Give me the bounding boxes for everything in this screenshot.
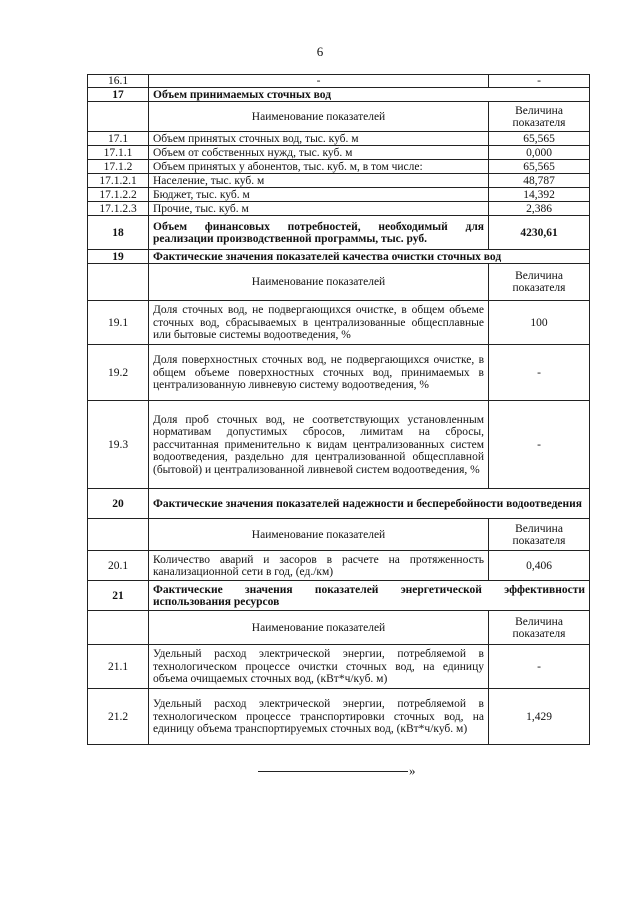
row-number: 17.1.2.1 <box>88 174 149 188</box>
row-value: - <box>489 401 590 489</box>
section-title: Объем принимаемых сточных вод <box>149 88 590 102</box>
section-number: 17 <box>88 88 149 102</box>
name-header: Наименование показателей <box>149 519 489 551</box>
row-number: 21.2 <box>88 689 149 745</box>
table-row <box>88 551 590 581</box>
row-number: 17.1.2.3 <box>88 202 149 216</box>
header-row <box>88 264 590 301</box>
row-number: 18 <box>88 216 149 250</box>
header-empty-cell <box>88 519 149 551</box>
row-value: 48,787 <box>489 174 590 188</box>
row-name: Доля проб сточных вод, не соответствующих установленным нормативам допустимых сбросов, лимитам на сбросы, рассчитанная применительно к видам централизованных систем водоотведения, раздельно для централизованной общесплавной (бытовой) и централизованной ливневой систем водоотведения, % <box>149 401 489 489</box>
row-name: Объем принятых сточных вод, тыс. куб. м <box>149 132 489 146</box>
section-number: 19 <box>88 250 149 264</box>
table-row <box>88 146 590 160</box>
row-number: 21.1 <box>88 645 149 689</box>
row-number: 17.1.2.2 <box>88 188 149 202</box>
row-name: Объем финансовых потребностей, необходимый для реализации производственной программы, тыс. руб. <box>149 216 489 250</box>
name-header: Наименование показателей <box>149 611 489 645</box>
value-header: Величина показателя <box>489 264 590 301</box>
page-number: 6 <box>316 44 324 59</box>
row-name: Объем от собственных нужд, тыс. куб. м <box>149 146 489 160</box>
table-row <box>88 132 590 146</box>
name-header: Наименование показателей <box>149 102 489 132</box>
row-name: Удельный расход электрической энергии, потребляемой в технологическом процессе очистки сточных вод, на единицу объема очищаемых сточных вод, (кВт*ч/куб. м) <box>149 645 489 689</box>
row-value: 14,392 <box>489 188 590 202</box>
header-empty-cell <box>88 102 149 132</box>
row-value: - <box>489 645 590 689</box>
section-title: Фактические значения показателей надежности и бесперебойности водоотведения <box>149 489 590 519</box>
name-header: Наименование показателей <box>149 264 489 301</box>
row-name: Доля сточных вод, не подвергающихся очистке, в общем объеме сточных вод, сбрасываемых в централизованные общесплавные или бытовые системы водоотведения, % <box>149 301 489 345</box>
table-row <box>88 160 590 174</box>
header-empty-cell <box>88 264 149 301</box>
row-value: 100 <box>489 301 590 345</box>
row-value: 1,429 <box>489 689 590 745</box>
row-number: 17.1.1 <box>88 146 149 160</box>
section-row <box>88 489 590 519</box>
section-row <box>88 581 590 611</box>
row-value: 0,406 <box>489 551 590 581</box>
row-name: Прочие, тыс. куб. м <box>149 202 489 216</box>
header-row <box>88 519 590 551</box>
row-number: 20.1 <box>88 551 149 581</box>
section-title: Фактические значения показателей качества очистки сточных вод <box>149 250 590 264</box>
row-value: 65,565 <box>489 132 590 146</box>
row-value: - <box>489 345 590 401</box>
section-number: 21 <box>88 581 149 611</box>
row-value: - <box>489 75 590 88</box>
row-name: Удельный расход электрической энергии, потребляемой в технологическом процессе транспортировки сточных вод, на единицу объема транспортируемых сточных вод, (кВт*ч/куб. м) <box>149 689 489 745</box>
table-row <box>88 202 590 216</box>
row-value: 4230,61 <box>489 216 590 250</box>
row-name: Объем принятых у абонентов, тыс. куб. м, в том числе: <box>149 160 489 174</box>
row-number: 19.1 <box>88 301 149 345</box>
row-number: 19.2 <box>88 345 149 401</box>
row-name: Количество аварий и засоров в расчете на протяженность канализационной сети в год, (ед./км) <box>149 551 489 581</box>
value-header: Величина показателя <box>489 611 590 645</box>
table-row <box>88 216 590 250</box>
row-value: 65,565 <box>489 160 590 174</box>
table-row <box>88 345 590 401</box>
table-row <box>88 301 590 345</box>
row-number: 19.3 <box>88 401 149 489</box>
row-name: Бюджет, тыс. куб. м <box>149 188 489 202</box>
table-row <box>88 75 590 88</box>
table-row <box>88 645 590 689</box>
header-row <box>88 611 590 645</box>
header-empty-cell <box>88 611 149 645</box>
table-row <box>88 188 590 202</box>
section-row <box>88 250 590 264</box>
closing-quote: » <box>409 763 416 778</box>
table-row <box>88 689 590 745</box>
row-value: 0,000 <box>489 146 590 160</box>
closing-underline <box>258 771 408 772</box>
table-row <box>88 174 590 188</box>
section-number: 20 <box>88 489 149 519</box>
table-row <box>88 401 590 489</box>
section-title: Фактические значения показателей энергетической эффективности использования ресурсов <box>149 581 590 611</box>
row-name: Доля поверхностных сточных вод, не подвергающихся очистке, в общем объеме поверхностных сточных вод, принимаемых в централизованную ливневую систему водоотведения, % <box>149 345 489 401</box>
row-number: 16.1 <box>88 75 149 88</box>
value-header: Величина показателя <box>489 519 590 551</box>
row-number: 17.1.2 <box>88 160 149 174</box>
value-header: Величина показателя <box>489 102 590 132</box>
row-name: Население, тыс. куб. м <box>149 174 489 188</box>
row-value: 2,386 <box>489 202 590 216</box>
row-number: 17.1 <box>88 132 149 146</box>
row-name: - <box>149 75 489 88</box>
section-row <box>88 88 590 102</box>
header-row <box>88 102 590 132</box>
indicators-table <box>87 74 590 745</box>
